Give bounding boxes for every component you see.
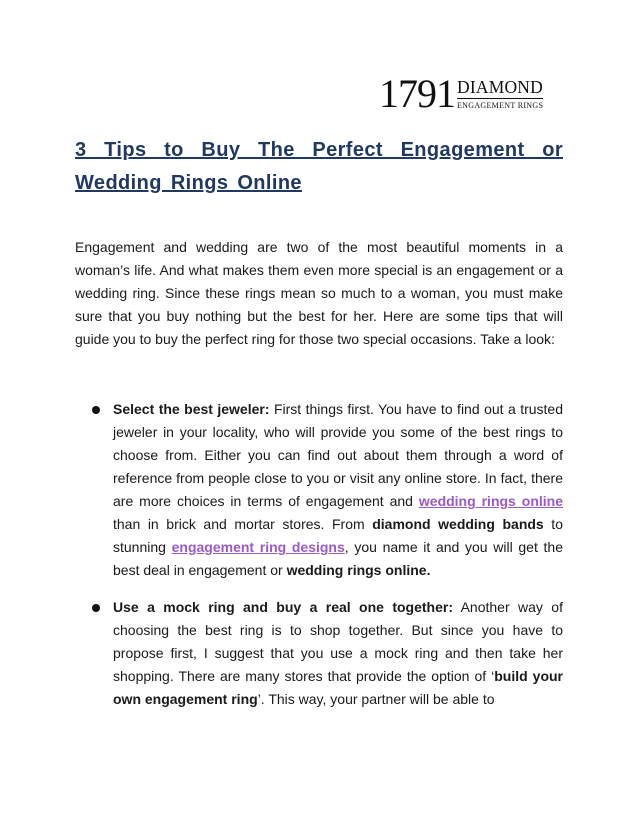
- logo-wordmark: [457, 78, 543, 111]
- page-title: 3 Tips to Buy The Perfect Engagement or Wedding Rings Online: [75, 139, 563, 194]
- tip-text: , you name it and you will get the best deal in engagement or: [113, 539, 563, 578]
- logo-number: 1791: [379, 71, 455, 116]
- list-item: [75, 398, 563, 582]
- tip-bold-text: build your own engagement ring: [113, 668, 564, 707]
- logo-sub-text: ENGAGEMENT RINGS: [457, 100, 544, 110]
- tip-heading: Use a mock ring and buy a real one together:: [113, 599, 453, 615]
- tip-text: ’. This way, your partner will be able to: [257, 691, 495, 707]
- tip-bold-text: diamond wedding bands: [372, 516, 544, 532]
- wedding-rings-online-link[interactable]: wedding rings online: [418, 493, 563, 509]
- tip-text: to stunning: [113, 516, 563, 555]
- list-item: [75, 596, 563, 711]
- tip-text: Another way of choosing the best ring is to shop together. But since you have to propose first, I suggest that you use a mock ring and then take her shopping. There are many stores that provide the option of ‘: [113, 599, 563, 684]
- intro-paragraph: Engagement and wedding are two of the most beautiful moments in a woman’s life. And what makes them even more special is an engagement or a wedding ring. Since these rings mean so much to a woman, you must make sure that you buy nothing but the best for her. Here are some tips that will guide you to buy the perfect ring for those two special occasions. Take a look:: [75, 239, 563, 347]
- tip-text: than in brick and mortar stores. From: [113, 516, 373, 532]
- tip-bold-text: wedding rings online.: [286, 562, 431, 578]
- logo-divider: [457, 98, 543, 99]
- tip-heading: Select the best jeweler:: [113, 401, 270, 417]
- bullet-icon: [92, 406, 100, 414]
- engagement-ring-designs-link[interactable]: engagement ring designs: [171, 539, 345, 555]
- brand-logo: [379, 71, 563, 116]
- bullet-icon: [92, 604, 100, 612]
- logo-main-text: DIAMOND: [457, 76, 543, 97]
- tip-text: First things first. You have to find out a trusted jeweler in your locality, who will provide you some of the best rings to choose from. Either you can find out about them through a word of reference from people close to you or visit any online store. In fact, there are more choices in terms of engagement and: [113, 401, 564, 509]
- tips-list: [75, 398, 563, 725]
